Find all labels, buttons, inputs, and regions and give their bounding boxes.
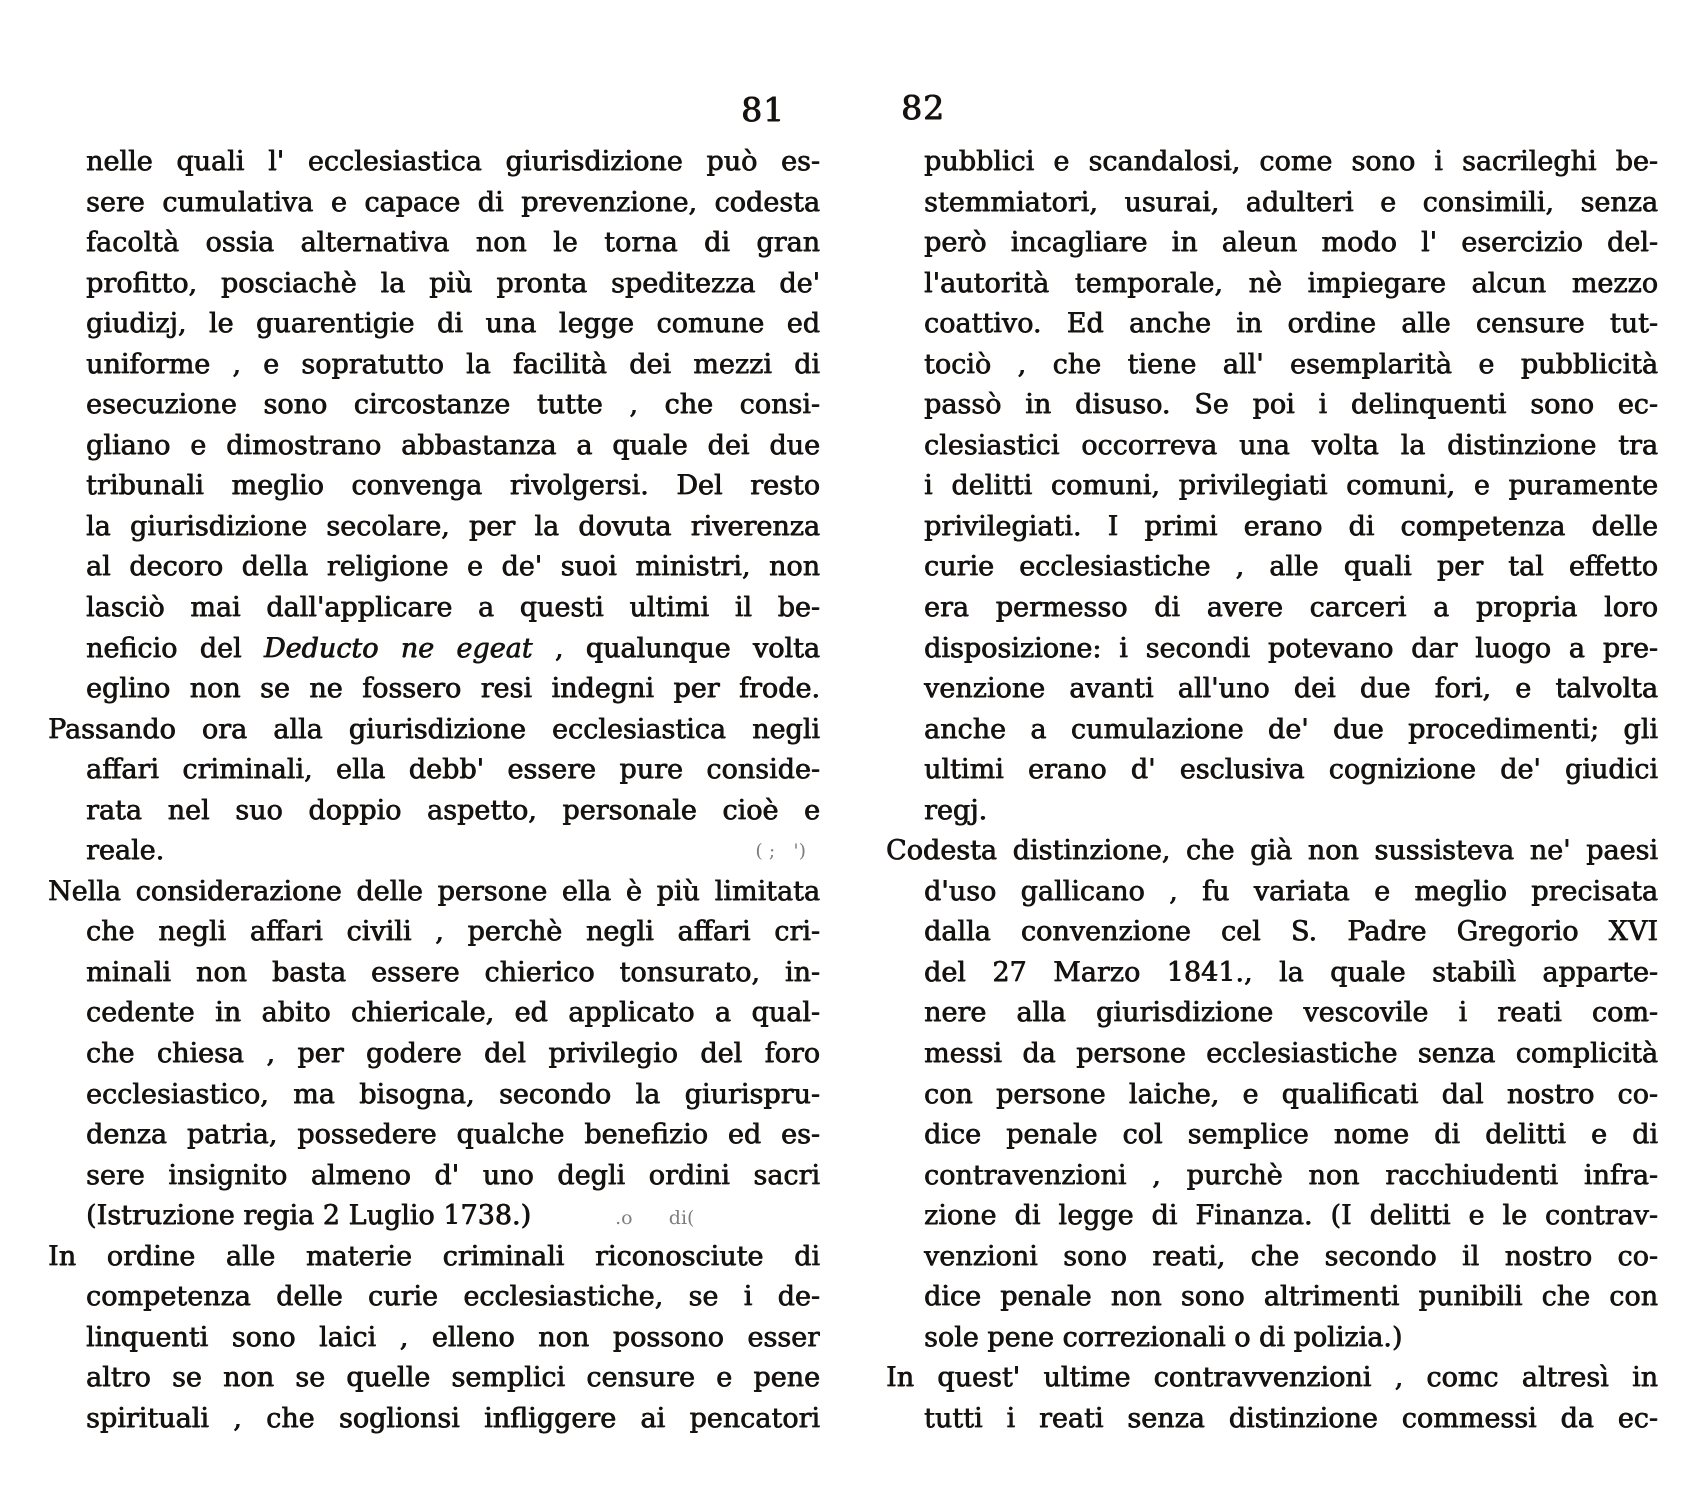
text-line <box>886 1034 1658 1075</box>
text-segment: pubblici e scandalosi, come sono i sacrileghi be- <box>924 146 1658 177</box>
latin-phrase-italic: Deducto ne egeat <box>263 632 533 664</box>
text-segment: sere insignito almeno d' uno degli ordini sacri <box>86 1159 820 1191</box>
text-segment: al decoro della religione e de' suoi ministri, non <box>86 551 820 583</box>
text-line <box>48 385 820 426</box>
text-line <box>886 669 1658 710</box>
text-line <box>48 588 820 629</box>
page-number-left: 81 <box>741 90 785 129</box>
text-line <box>48 993 820 1034</box>
scan-artifact: .o di( <box>615 1207 695 1230</box>
text-line <box>48 831 820 872</box>
text-line <box>886 547 1658 588</box>
text-line <box>48 1156 820 1197</box>
text-line <box>48 669 820 710</box>
text-segment: passò in disuso. Se poi i delinquenti sono ec- <box>924 389 1658 421</box>
text-line <box>886 385 1658 426</box>
text-line <box>886 710 1658 751</box>
text-segment: regj. <box>924 794 988 826</box>
text-line <box>48 507 820 548</box>
text-segment: del 27 Marzo 1841., la quale stabilì apparte- <box>924 956 1658 988</box>
page-number-right: 82 <box>901 88 945 127</box>
text-line <box>48 1399 820 1440</box>
text-segment: facoltà ossia alternativa non le torna di gran <box>86 227 820 259</box>
text-segment: eglino non se ne fossero resi indegni per frode. <box>86 673 820 705</box>
text-segment: dice penale non sono altrimenti punibili che con <box>924 1281 1658 1313</box>
scan-artifact: ( ; ') <box>755 840 806 863</box>
text-line <box>886 1358 1658 1399</box>
text-line <box>886 1318 1658 1359</box>
text-segment: nelle quali l' ecclesiastica giurisdizione può es- <box>86 146 820 177</box>
text-segment: gliano e dimostrano abbastanza a quale dei due <box>86 429 820 461</box>
text-segment: reale. <box>86 835 165 867</box>
text-segment: denza patria, possedere qualche benefizio ed es- <box>86 1119 820 1151</box>
text-segment: coattivo. Ed anche in ordine alle censure tut- <box>924 308 1658 340</box>
text-line <box>886 953 1658 994</box>
text-line <box>886 1237 1658 1278</box>
text-line <box>48 1277 820 1318</box>
text-line <box>886 831 1658 872</box>
text-segment: stemmiatori, usurai, adulteri e consimili, senza <box>924 186 1658 218</box>
text-segment: contravenzioni , purchè non racchiudenti infra- <box>924 1159 1658 1191</box>
text-line <box>886 1399 1658 1440</box>
text-segment: anche a cumulazione de' due procedimenti; gli <box>924 713 1658 745</box>
text-segment: dice penale col semplice nome di delitti e di <box>924 1119 1658 1151</box>
text-line <box>48 1237 820 1278</box>
text-segment: uniforme , e sopratutto la facilità dei mezzi di <box>86 348 820 380</box>
text-line <box>886 223 1658 264</box>
text-segment: privilegiati. I primi erano di competenza delle <box>924 510 1658 542</box>
text-segment: Passando ora alla giurisdizione ecclesiastica negli <box>48 713 820 745</box>
text-line <box>886 466 1658 507</box>
text-segment: curie ecclesiastiche , alle quali per tal effetto <box>924 551 1658 583</box>
text-line <box>48 1115 820 1156</box>
text-line <box>886 264 1658 305</box>
text-line <box>886 588 1658 629</box>
text-segment: In ordine alle materie criminali riconosciute di <box>48 1240 820 1272</box>
text-line <box>886 1075 1658 1116</box>
text-segment: clesiastici occorreva una volta la distinzione tra <box>924 429 1658 461</box>
text-segment: In quest' ultime contravvenzioni , comc altresì in <box>886 1362 1658 1394</box>
text-segment: con persone laiche, e qualificati dal nostro co- <box>924 1078 1658 1110</box>
text-line <box>886 142 1658 183</box>
text-segment: Nella considerazione delle persone ella è più limitata <box>48 875 820 907</box>
text-line <box>886 1277 1658 1318</box>
text-segment: giudizj, le guarentigie di una legge comune ed <box>86 308 820 340</box>
text-line <box>886 791 1658 832</box>
text-segment: i delitti comuni, privilegiati comuni, e puramente <box>924 470 1658 502</box>
text-segment: d'uso gallicano , fu variata e meglio precisata <box>924 875 1658 907</box>
text-line <box>886 507 1658 548</box>
text-segment: venzioni sono reati, che secondo il nostro co- <box>924 1240 1658 1272</box>
text-segment: sole pene correzionali o di polizia.) <box>924 1321 1403 1353</box>
text-segment: ultimi erano d' esclusiva cognizione de' giudici <box>924 754 1658 786</box>
text-line <box>48 1034 820 1075</box>
text-line <box>48 872 820 913</box>
text-line <box>48 1075 820 1116</box>
text-line <box>48 1358 820 1399</box>
text-segment: tutti i reati senza distinzione commessi da ec- <box>924 1402 1658 1434</box>
text-line <box>886 1115 1658 1156</box>
text-segment: linquenti sono laici , elleno non possono esser <box>86 1321 820 1353</box>
text-segment: lasciò mai dall'applicare a questi ultimi il be- <box>86 592 820 624</box>
text-line <box>886 304 1658 345</box>
text-line <box>48 142 820 183</box>
text-line <box>48 912 820 953</box>
text-line <box>886 629 1658 670</box>
page-82-text-column <box>886 142 1658 1440</box>
text-line <box>48 466 820 507</box>
text-line <box>48 426 820 467</box>
text-line <box>886 872 1658 913</box>
text-line <box>886 345 1658 386</box>
text-line <box>48 345 820 386</box>
text-segment: minali non basta essere chierico tonsurato, in- <box>86 956 820 988</box>
text-segment: esecuzione sono circostanze tutte , che consi- <box>86 389 820 421</box>
text-line <box>48 629 820 670</box>
text-segment: nere alla giurisdizione vescovile i reati com- <box>924 997 1658 1029</box>
text-segment: tociò , che tiene all' esemplarità e pubblicità <box>924 348 1658 380</box>
text-line <box>48 791 820 832</box>
text-line <box>48 223 820 264</box>
text-segment: rata nel suo doppio aspetto, personale cioè e <box>86 794 820 826</box>
text-segment: neficio del <box>86 632 264 664</box>
text-segment: affari criminali, ella debb' essere pure conside- <box>86 754 820 786</box>
text-segment: venzione avanti all'uno dei due fori, e talvolta <box>924 673 1658 705</box>
text-segment: , qualunque volta <box>532 632 820 664</box>
text-line <box>48 547 820 588</box>
text-line <box>886 1196 1658 1237</box>
text-line <box>48 304 820 345</box>
text-segment: che negli affari civili , perchè negli affari cri- <box>86 916 820 948</box>
text-line <box>886 1156 1658 1197</box>
page-81-text-column <box>48 142 820 1440</box>
text-segment: l'autorità temporale, nè impiegare alcun mezzo <box>924 267 1658 299</box>
text-segment: tribunali meglio convenga rivolgersi. Del resto <box>86 470 820 502</box>
text-segment: messi da persone ecclesiastiche senza complicità <box>924 1038 1658 1070</box>
text-segment: competenza delle curie ecclesiastiche, se i de- <box>86 1281 820 1313</box>
text-line <box>48 264 820 305</box>
text-segment: altro se non se quelle semplici censure e pene <box>86 1362 820 1394</box>
text-segment: cedente in abito chiericale, ed applicato a qual- <box>86 997 820 1029</box>
text-line <box>886 993 1658 1034</box>
text-line <box>886 183 1658 224</box>
text-segment: era permesso di avere carceri a propria loro <box>924 592 1658 624</box>
text-line <box>48 750 820 791</box>
text-line <box>48 710 820 751</box>
text-segment: però incagliare in aleun modo l' esercizio del- <box>924 227 1658 259</box>
text-segment: zione di legge di Finanza. (I delitti e le contrav- <box>924 1200 1658 1232</box>
text-line <box>886 912 1658 953</box>
text-line <box>48 953 820 994</box>
text-segment: Codesta distinzione, che già non sussisteva ne' paesi <box>886 835 1658 867</box>
text-segment: sere cumulativa e capace di prevenzione, codesta <box>86 186 820 218</box>
text-segment: profitto, posciachè la più pronta speditezza de' <box>86 267 820 299</box>
text-line <box>48 183 820 224</box>
text-line <box>48 1196 820 1237</box>
text-segment: dalla convenzione cel S. Padre Gregorio XVI <box>924 916 1658 948</box>
text-segment: disposizione: i secondi potevano dar luogo a pre- <box>924 632 1658 664</box>
text-line <box>48 1318 820 1359</box>
text-segment: spirituali , che soglionsi infliggere ai pencatori <box>86 1402 820 1434</box>
text-segment: la giurisdizione secolare, per la dovuta riverenza <box>86 510 820 542</box>
text-line <box>886 426 1658 467</box>
text-segment: che chiesa , per godere del privilegio del foro <box>86 1038 820 1070</box>
text-segment: ecclesiastico, ma bisogna, secondo la giurispru- <box>86 1078 820 1110</box>
text-line <box>886 750 1658 791</box>
text-segment: (Istruzione regia 2 Luglio 1738.) <box>86 1200 532 1232</box>
